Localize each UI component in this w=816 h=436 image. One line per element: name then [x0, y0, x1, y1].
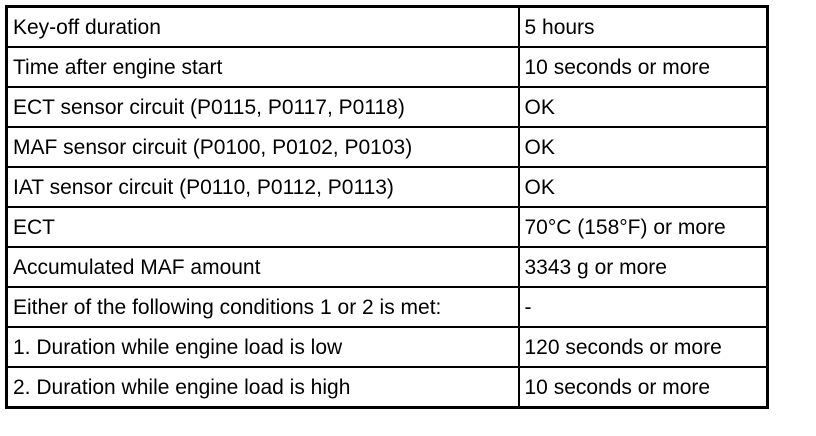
condition-item-cell: Accumulated MAF amount — [7, 247, 519, 287]
condition-item-cell: 2. Duration while engine load is high — [7, 367, 519, 408]
table-row — [7, 7, 768, 48]
table-row — [7, 207, 768, 247]
condition-item-cell: ECT — [7, 207, 519, 247]
condition-value-cell: 70°C (158°F) or more — [519, 207, 768, 247]
table-row — [7, 247, 768, 287]
condition-value-cell: OK — [519, 167, 768, 207]
condition-value-cell: 3343 g or more — [519, 247, 768, 287]
table-row — [7, 127, 768, 167]
table-row — [7, 287, 768, 327]
condition-value-cell: 120 seconds or more — [519, 327, 768, 367]
table-row — [7, 47, 768, 87]
condition-value-cell: 10 seconds or more — [519, 47, 768, 87]
table-row — [7, 167, 768, 207]
condition-item-cell: IAT sensor circuit (P0110, P0112, P0113) — [7, 167, 519, 207]
condition-item-cell: Key-off duration — [7, 7, 519, 48]
condition-value-cell: 5 hours — [519, 7, 768, 48]
table-row — [7, 367, 768, 408]
condition-value-cell: OK — [519, 87, 768, 127]
condition-item-cell: 1. Duration while engine load is low — [7, 327, 519, 367]
condition-item-cell: Either of the following conditions 1 or 2 is met: — [7, 287, 519, 327]
condition-value-cell: 10 seconds or more — [519, 367, 768, 408]
condition-value-cell: OK — [519, 127, 768, 167]
table-row — [7, 87, 768, 127]
condition-item-cell: MAF sensor circuit (P0100, P0102, P0103) — [7, 127, 519, 167]
condition-item-cell: Time after engine start — [7, 47, 519, 87]
table-row — [7, 327, 768, 367]
conditions-table — [5, 5, 769, 409]
condition-item-cell: ECT sensor circuit (P0115, P0117, P0118) — [7, 87, 519, 127]
condition-value-cell: - — [519, 287, 768, 327]
